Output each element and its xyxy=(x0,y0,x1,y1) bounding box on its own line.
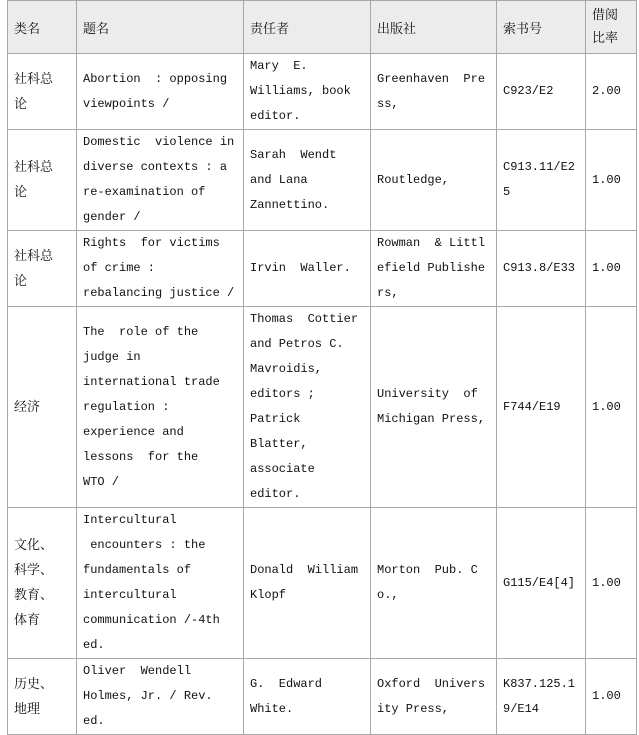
category-cell: 经济 xyxy=(8,307,77,508)
author-cell: Irvin Waller. xyxy=(244,231,371,307)
title-cell: Domestic violence in diverse contexts : a re-examination of gender / xyxy=(77,130,244,231)
category-cell: 社科总 论 xyxy=(8,54,77,130)
call-number-cell: C913.11/E2 5 xyxy=(497,130,586,231)
title-cell: The role of the judge in international trade regulation : experience and lessons for the WTO / xyxy=(77,307,244,508)
author-cell: G. Edward White. xyxy=(244,659,371,735)
table-row xyxy=(8,508,637,659)
author-cell: Thomas Cottier and Petros C. Mavroidis, editors ; Patrick Blatter, associate editor. xyxy=(244,307,371,508)
title-cell: Rights for victims of crime : rebalancing justice / xyxy=(77,231,244,307)
table-row xyxy=(8,659,637,735)
category-cell: 社科总 论 xyxy=(8,231,77,307)
ratio-cell: 1.00 xyxy=(586,231,637,307)
header-borrow-ratio: 借阅 比率 xyxy=(586,1,637,54)
call-number-cell: G115/E4[4] xyxy=(497,508,586,659)
publisher-cell: Greenhaven Pre ss, xyxy=(371,54,497,130)
ratio-cell: 1.00 xyxy=(586,130,637,231)
author-cell: Mary E. Williams, book editor. xyxy=(244,54,371,130)
book-loan-table xyxy=(7,0,637,735)
ratio-cell: 2.00 xyxy=(586,54,637,130)
header-title: 题名 xyxy=(77,1,244,54)
ratio-cell: 1.00 xyxy=(586,659,637,735)
call-number-cell: F744/E19 xyxy=(497,307,586,508)
publisher-cell: University of Michigan Press, xyxy=(371,307,497,508)
title-cell: Oliver Wendell Holmes, Jr. / Rev. ed. xyxy=(77,659,244,735)
category-cell: 文化、 科学、 教育、 体育 xyxy=(8,508,77,659)
call-number-cell: C913.8/E33 xyxy=(497,231,586,307)
header-call-number: 索书号 xyxy=(497,1,586,54)
publisher-cell: Morton Pub. C o., xyxy=(371,508,497,659)
ratio-cell: 1.00 xyxy=(586,307,637,508)
header-row xyxy=(8,1,637,54)
header-category: 类名 xyxy=(8,1,77,54)
title-cell: Abortion : opposing viewpoints / xyxy=(77,54,244,130)
author-cell: Donald William Klopf xyxy=(244,508,371,659)
call-number-cell: C923/E2 xyxy=(497,54,586,130)
header-publisher: 出版社 xyxy=(371,1,497,54)
table-row xyxy=(8,231,637,307)
table-row xyxy=(8,54,637,130)
publisher-cell: Oxford Univers ity Press, xyxy=(371,659,497,735)
category-cell: 历史、 地理 xyxy=(8,659,77,735)
table-row xyxy=(8,130,637,231)
header-author: 责任者 xyxy=(244,1,371,54)
publisher-cell: Rowman & Littl efield Publishe rs, xyxy=(371,231,497,307)
title-cell: Intercultural encounters : the fundamentals of intercultural communication /-4th ed. xyxy=(77,508,244,659)
call-number-cell: K837.125.1 9/E14 xyxy=(497,659,586,735)
ratio-cell: 1.00 xyxy=(586,508,637,659)
author-cell: Sarah Wendt and Lana Zannettino. xyxy=(244,130,371,231)
publisher-cell: Routledge, xyxy=(371,130,497,231)
table-row xyxy=(8,307,637,508)
category-cell: 社科总 论 xyxy=(8,130,77,231)
